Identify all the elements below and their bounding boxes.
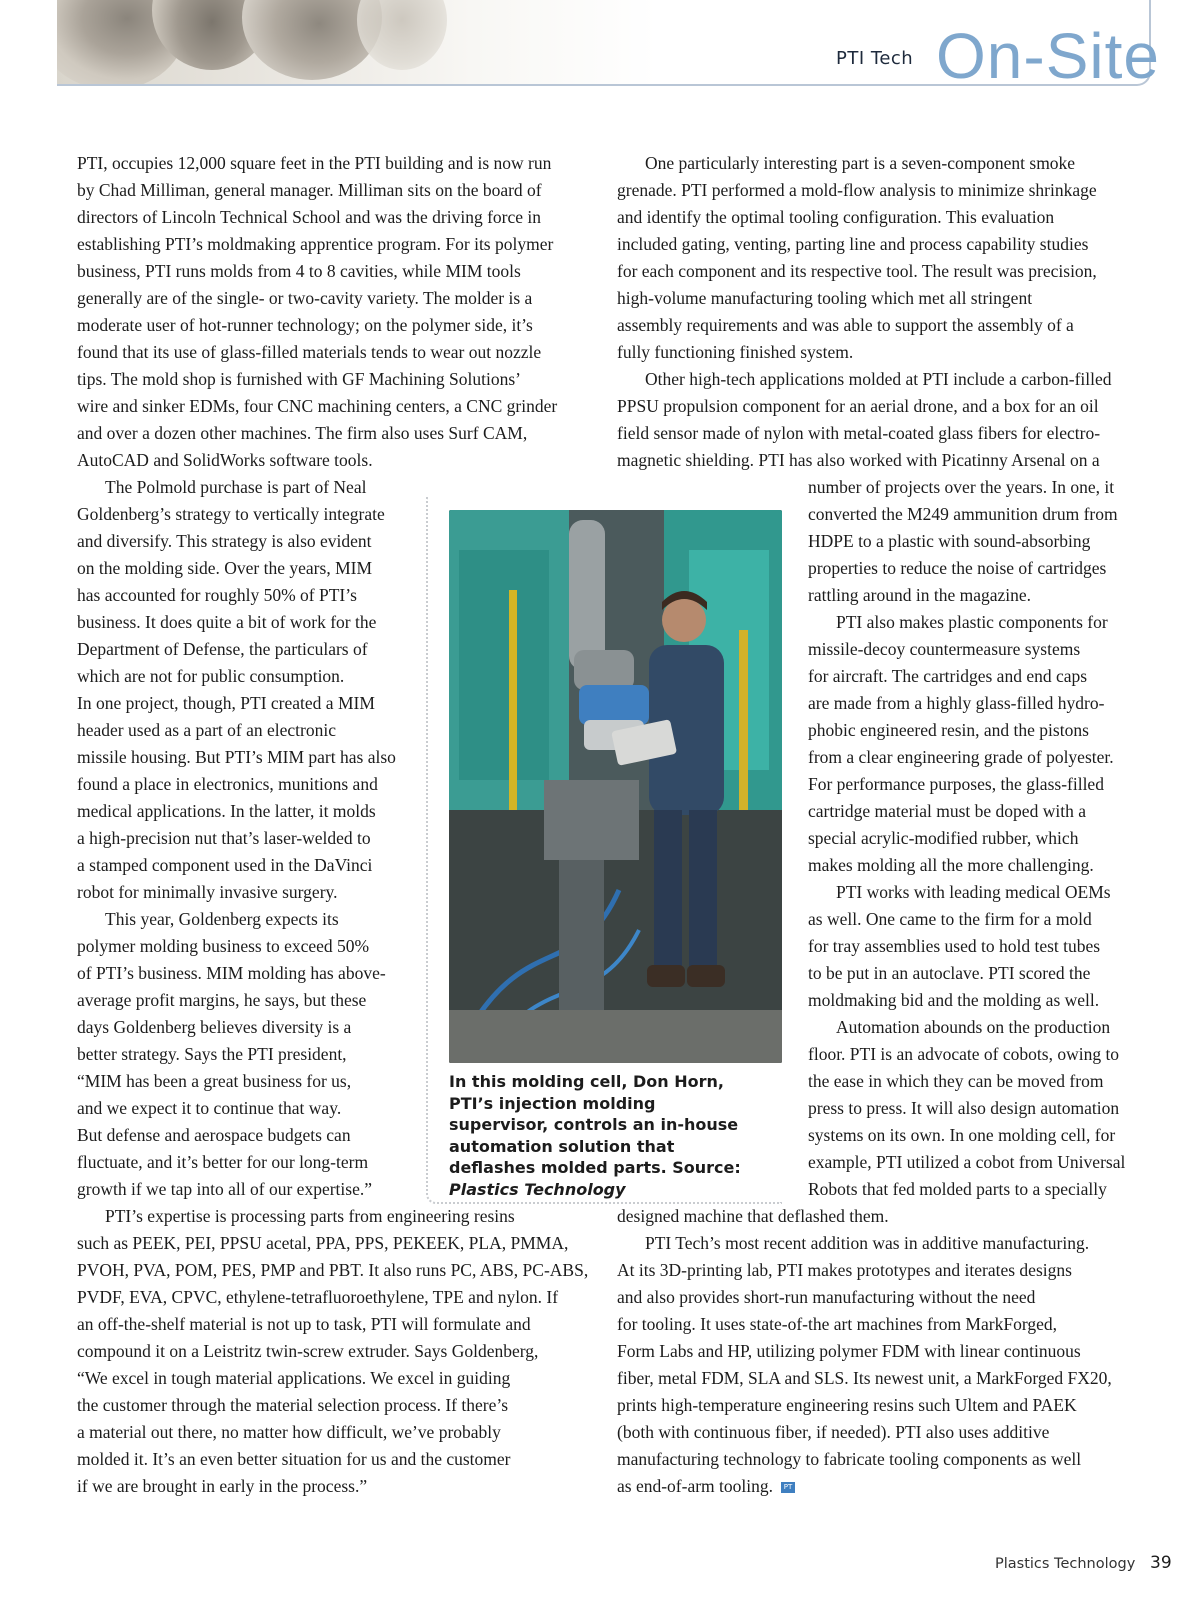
text-line: missile housing. But PTI’s MIM part has also (77, 747, 396, 767)
page-number: 39 (1150, 1553, 1172, 1573)
text-line: tips. The mold shop is furnished with GF Machining Solutions’ (77, 369, 521, 389)
text-line: from a clear engineering grade of polyester. (808, 747, 1114, 767)
text-line: the customer through the material selection process. If there’s (77, 1395, 509, 1415)
text-line: Other high-tech applications molded at PTI include a carbon-filled (645, 369, 1112, 389)
header-section-label: PTI Tech (836, 48, 914, 69)
text-line: fiber, metal FDM, SLA and SLS. Its newest unit, a MarkForged FX20, (617, 1368, 1112, 1388)
text-line: days Goldenberg believes diversity is a (77, 1017, 352, 1037)
text-line: for tray assemblies used to hold test tubes (808, 936, 1101, 956)
text-line: The Polmold purchase is part of Neal (105, 477, 367, 497)
text-line: a high-precision nut that’s laser-welded to (77, 828, 371, 848)
text-line: establishing PTI’s moldmaking apprentice program. For its polymer (77, 234, 554, 254)
text-line: found that its use of glass-filled materials tends to wear out nozzle (77, 342, 542, 362)
text-line: Department of Defense, the particulars of (77, 639, 368, 659)
header-title: On-Site (936, 20, 1160, 92)
text-line: moderate user of hot-runner technology; on the polymer side, it’s (77, 315, 533, 335)
text-line: PPSU propulsion component for an aerial drone, and a box for an oil (617, 396, 1099, 416)
text-line: such as PEEK, PEI, PPSU acetal, PPA, PPS, PEKEEK, PLA, PMMA, (77, 1233, 569, 1253)
text-line: In one project, though, PTI created a MIM (77, 693, 375, 713)
text-line: PVOH, PVA, POM, PES, PMP and PBT. It also runs PC, ABS, PC-ABS, (77, 1260, 589, 1280)
text-line: (both with continuous fiber, if needed). PTI also uses additive (617, 1422, 1050, 1442)
text-line: fluctuate, and it’s better for our long-term (77, 1152, 369, 1172)
text-line: PTI, occupies 12,000 square feet in the PTI building and is now run (77, 153, 552, 173)
text-line: At its 3D-printing lab, PTI makes prototypes and iterates designs (617, 1260, 1072, 1280)
text-line: PTI works with leading medical OEMs (836, 882, 1111, 902)
text-line: directors of Lincoln Technical School and was the driving force in (77, 207, 542, 227)
text-line: “We excel in tough material applications. We excel in guiding (77, 1368, 511, 1388)
text-line: Robots that fed molded parts to a specially (808, 1179, 1107, 1199)
text-line: compound it on a Leistritz twin-screw extruder. Says Goldenberg, (77, 1341, 539, 1361)
end-of-article-icon: PT (781, 1482, 795, 1493)
text-line: polymer molding business to exceed 50% (77, 936, 370, 956)
text-line: press to press. It will also design automation (808, 1098, 1120, 1118)
text-line: magnetic shielding. PTI has also worked with Picatinny Arsenal on a (617, 450, 1100, 470)
text-line: grenade. PTI performed a mold-flow analysis to minimize shrinkage (617, 180, 1097, 200)
text-line: rattling around in the magazine. (808, 585, 1032, 605)
text-line: molded it. It’s an even better situation for us and the customer (77, 1449, 511, 1469)
text-line: Form Labs and HP, utilizing polymer FDM with linear continuous (617, 1341, 1081, 1361)
text-line: robot for minimally invasive surgery. (77, 882, 338, 902)
text-line: and also provides short-run manufacturing without the need (617, 1287, 1036, 1307)
text-line: Automation abounds on the production (836, 1017, 1111, 1037)
text-line: found a place in electronics, munitions and (77, 774, 378, 794)
text-line: medical applications. In the latter, it molds (77, 801, 376, 821)
text-line: and identify the optimal tooling configuration. This evaluation (617, 207, 1055, 227)
text-line: the ease in which they can be moved from (808, 1071, 1104, 1091)
text-line: floor. PTI is an advocate of cobots, owing to (808, 1044, 1120, 1064)
text-line: systems on its own. In one molding cell, for (808, 1125, 1116, 1145)
text-line: prints high-temperature engineering resins such Ultem and PAEK (617, 1395, 1077, 1415)
text-line: fully functioning finished system. (617, 342, 854, 362)
text-line: better strategy. Says the PTI president, (77, 1044, 347, 1064)
caption-text: In this molding cell, Don Horn, PTI’s injection molding supervisor, controls an in-house automation solution that deflashes molded parts. Source: (449, 1072, 741, 1177)
text-line: of PTI’s business. MIM molding has above- (77, 963, 386, 983)
text-line: an off-the-shelf material is not up to task, PTI will formulate and (77, 1314, 531, 1334)
text-line: field sensor made of nylon with metal-coated glass fibers for electro- (617, 423, 1101, 443)
text-line: special acrylic-modified rubber, which (808, 828, 1079, 848)
text-line: PVDF, EVA, CPVC, ethylene-tetrafluoroethylene, TPE and nylon. If (77, 1287, 559, 1307)
text-line: to be put in an autoclave. PTI scored the (808, 963, 1091, 983)
text-line: generally are of the single- or two-cavity variety. The molder is a (77, 288, 533, 308)
text-line: converted the M249 ammunition drum from (808, 504, 1118, 524)
text-line: number of projects over the years. In one, it (808, 477, 1115, 497)
text-line: example, PTI utilized a cobot from Universal (808, 1152, 1126, 1172)
text-line: business. It does quite a bit of work for the (77, 612, 377, 632)
photo-illustration (449, 510, 782, 1063)
molding-cell-photo (449, 510, 782, 1063)
text-line: on the molding side. Over the years, MIM (77, 558, 373, 578)
text-line: wire and sinker EDMs, four CNC machining centers, a CNC grinder (77, 396, 558, 416)
caption-source: Plastics Technology (449, 1179, 626, 1199)
text-line: are made from a highly glass-filled hydro- (808, 693, 1105, 713)
text-line: missile-decoy countermeasure systems (808, 639, 1081, 659)
text-line: One particularly interesting part is a seven-component smoke (645, 153, 1076, 173)
text-line: which are not for public consumption. (77, 666, 345, 686)
text-line: phobic engineered resin, and the pistons (808, 720, 1089, 740)
text-line: assembly requirements and was able to support the assembly of a (617, 315, 1074, 335)
text-line: a material out there, no matter how difficult, we’ve probably (77, 1422, 501, 1442)
text-line: AutoCAD and SolidWorks software tools. (77, 450, 373, 470)
text-line: Goldenberg’s strategy to vertically integrate (77, 504, 385, 524)
text-line: This year, Goldenberg expects its (105, 909, 339, 929)
text-line: for aircraft. The cartridges and end caps (808, 666, 1088, 686)
text-line: as well. One came to the firm for a mold (808, 909, 1092, 929)
text-line: moldmaking bid and the molding as well. (808, 990, 1100, 1010)
pipe-photo-strip (57, 0, 417, 84)
text-line: “MIM has been a great business for us, (77, 1071, 352, 1091)
text-line: cartridge material must be doped with a (808, 801, 1086, 821)
text-line: as end-of-arm tooling. PT (617, 1473, 795, 1500)
footer-publication: Plastics Technology (995, 1556, 1136, 1572)
text-line: HDPE to a plastic with sound-absorbing (808, 531, 1091, 551)
text-line: business, PTI runs molds from 4 to 8 cavities, while MIM tools (77, 261, 521, 281)
text-line: designed machine that deflashed them. (617, 1206, 889, 1226)
text-line: included gating, venting, parting line and process capability studies (617, 234, 1089, 254)
text-line: PTI also makes plastic components for (836, 612, 1108, 632)
text-line: manufacturing technology to fabricate tooling components as well (617, 1449, 1082, 1469)
text-line: and diversify. This strategy is also evident (77, 531, 372, 551)
text-line: header used as a part of an electronic (77, 720, 336, 740)
pipe-shape (357, 0, 447, 70)
text-line: by Chad Milliman, general manager. Milliman sits on the board of (77, 180, 542, 200)
text-line: high-volume manufacturing tooling which met all stringent (617, 288, 1033, 308)
text-line: for each component and its respective tool. The result was precision, (617, 261, 1097, 281)
text-line: has accounted for roughly 50% of PTI’s (77, 585, 357, 605)
photo-caption (449, 1071, 749, 1200)
text-line: a stamped component used in the DaVinci (77, 855, 373, 875)
text-line: if we are brought in early in the process.” (77, 1476, 368, 1496)
text-line: average profit margins, he says, but these (77, 990, 367, 1010)
text-line: PTI’s expertise is processing parts from engineering resins (105, 1206, 515, 1226)
text-line: properties to reduce the noise of cartridges (808, 558, 1107, 578)
text-line: growth if we tap into all of our expertise.” (77, 1179, 372, 1199)
text-line: PTI Tech’s most recent addition was in additive manufacturing. (645, 1233, 1090, 1253)
text-line: for tooling. It uses state-of-the art machines from MarkForged, (617, 1314, 1057, 1334)
text-line: makes molding all the more challenging. (808, 855, 1094, 875)
text-line: For performance purposes, the glass-filled (808, 774, 1104, 794)
text-line: and over a dozen other machines. The firm also uses Surf CAM, (77, 423, 528, 443)
text-line: But defense and aerospace budgets can (77, 1125, 351, 1145)
text-line: and we expect it to continue that way. (77, 1098, 342, 1118)
